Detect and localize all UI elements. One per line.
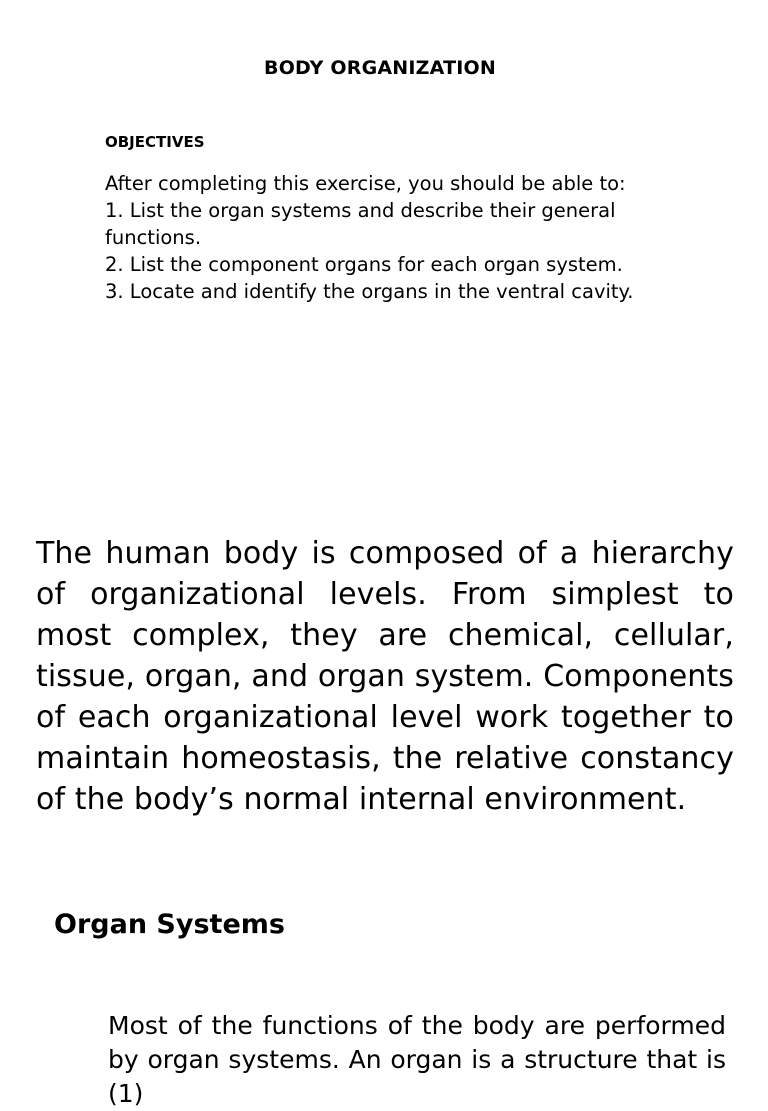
objectives-intro: After completing this exercise, you should be able to: <box>105 172 626 195</box>
objective-item: 3. Locate and identify the organs in the ventral cavity. <box>105 280 634 303</box>
section-heading-organ-systems: Organ Systems <box>54 909 285 940</box>
objectives-heading: OBJECTIVES <box>105 133 205 151</box>
intro-paragraph: The human body is composed of a hierarchy of organizational levels. From simplest to most complex, they are chemical, cellular, tissue, organ, and organ system. Components of each organizational level work together to maintain homeostasis, the relative constancy of the body’s normal internal environment. <box>36 536 734 817</box>
objective-item: 1. List the organ systems and describe their general functions. <box>105 199 616 249</box>
objective-item: 2. List the component organs for each organ system. <box>105 253 623 276</box>
page-title: BODY ORGANIZATION <box>264 57 496 79</box>
organ-systems-paragraph: Most of the functions of the body are performed by organ systems. An organ is a structure that is (1) <box>108 1011 726 1108</box>
objectives-list <box>105 170 665 305</box>
